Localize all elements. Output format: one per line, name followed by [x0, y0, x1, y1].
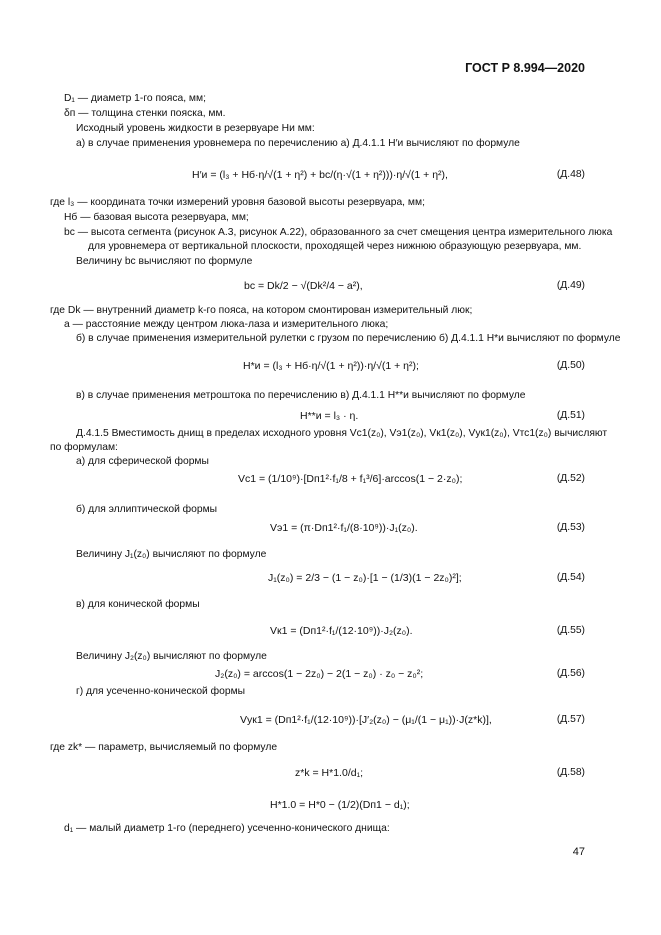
text-line: где l₃ — координата точки измерений уровня базовой высоты резервуара, мм;	[50, 197, 425, 208]
text-line: δп — толщина стенки пояска, мм.	[64, 108, 226, 119]
text-line: в) в случае применения метроштока по перечислению в) Д.4.1.1 H**и вычисляют по формуле	[76, 390, 526, 401]
text-line: Величину bc вычисляют по формуле	[76, 256, 253, 267]
equation-number: (Д.50)	[556, 360, 585, 371]
text-line: Hб — базовая высота резервуара, мм;	[64, 212, 249, 223]
equation-number: (Д.56)	[556, 668, 585, 679]
text-line: г) для усеченно-конической формы	[76, 686, 246, 697]
text-line: Д.4.1.5 Вместимость днищ в пределах исходного уровня Vс1(z₀), Vэ1(z₀), Vк1(z₀), Vук1(z₀), Vтс1(z₀) вычисляют	[76, 428, 608, 439]
text-line: a — расстояние между центром люка-лаза и измерительного люка;	[64, 319, 389, 330]
formula-d48: H′и = (l₃ + Hб·η/√(1 + η²) + bc/(η·√(1 + η²)))·η/√(1 + η²),	[192, 169, 448, 181]
text-line: Величину J₁(z₀) вычисляют по формуле	[76, 549, 267, 560]
page-number: 47	[572, 846, 585, 858]
equation-number: (Д.51)	[556, 410, 585, 421]
equation-number: (Д.58)	[556, 767, 585, 778]
formula-d55: Vк1 = (Dп1²·f₁/(12·10⁹))·J₂(z₀).	[270, 625, 413, 637]
text-line: по формулам:	[50, 442, 118, 453]
formula-d49: bc = Dk/2 − √(Dk²/4 − a²),	[244, 280, 363, 292]
equation-number: (Д.49)	[556, 280, 585, 291]
equation-number: (Д.54)	[556, 572, 585, 583]
formula-d58: z*k = H*1.0/d₁;	[295, 767, 364, 779]
text-line: d₁ — малый диаметр 1-го (переднего) усеченно-конического днища:	[64, 823, 390, 834]
equation-number: (Д.57)	[556, 714, 585, 725]
formula-d58-sub: H*1.0 = H*0 − (1/2)(Dп1 − d₁);	[270, 799, 410, 811]
text-line: а) в случае применения уровнемера по перечислению а) Д.4.1.1 H′и вычисляют по формуле	[76, 138, 520, 149]
text-line: а) для сферической формы	[76, 456, 209, 467]
text-line: Величину J₂(z₀) вычисляют по формуле	[76, 651, 267, 662]
text-line: б) для эллиптической формы	[76, 504, 218, 515]
formula-d56: J₂(z₀) = arccos(1 − 2z₀) − 2(1 − z₀) · z₀ − z₀²;	[215, 668, 424, 680]
formula-d57: Vук1 = (Dп1²·f₁/(12·10⁹))·[J′₂(z₀) − (μ₁/(1 − μ₁))·J(z*k)],	[240, 714, 492, 726]
text-line: где zk* — параметр, вычисляемый по формуле	[50, 742, 278, 753]
equation-number: (Д.55)	[556, 625, 585, 636]
text-line: б) в случае применения измерительной рулетки с грузом по перечислению б) Д.4.1.1 H*и вычисляют по формуле	[76, 333, 621, 344]
document-header: ГОСТ Р 8.994—2020	[465, 61, 585, 75]
equation-number: (Д.53)	[556, 522, 585, 533]
text-line: для уровнемера от вертикальной плоскости, проходящей через нижнюю образующую резервуара, мм.	[88, 241, 582, 252]
formula-d52: Vс1 = (1/10⁹)·[Dп1²·f₁/8 + f₁³/6]·arccos(1 − 2·z₀);	[238, 473, 463, 485]
text-line: где Dk — внутренний диаметр k-го пояса, на котором смонтирован измерительный люк;	[50, 305, 473, 316]
text-line: D₁ — диаметр 1-го пояса, мм;	[64, 93, 206, 104]
text-line: в) для конической формы	[76, 599, 200, 610]
text-line: bc — высота сегмента (рисунок А.3, рисунок А.22), образованного за счет смещения центра измерительного люка	[64, 227, 613, 238]
formula-d54: J₁(z₀) = 2/3 − (1 − z₀)·[1 − (1/3)(1 − 2z₀)²];	[268, 572, 462, 584]
equation-number: (Д.48)	[556, 169, 585, 180]
formula-d51: H**и = l₃ · η.	[300, 410, 359, 422]
formula-d50: H*и = (l₃ + Hб·η/√(1 + η²))·η/√(1 + η²);	[243, 360, 419, 372]
formula-d53: Vэ1 = (π·Dп1²·f₁/(8·10⁹))·J₁(z₀).	[270, 522, 418, 534]
text-line: Исходный уровень жидкости в резервуаре Hи мм:	[76, 123, 315, 134]
equation-number: (Д.52)	[556, 473, 585, 484]
